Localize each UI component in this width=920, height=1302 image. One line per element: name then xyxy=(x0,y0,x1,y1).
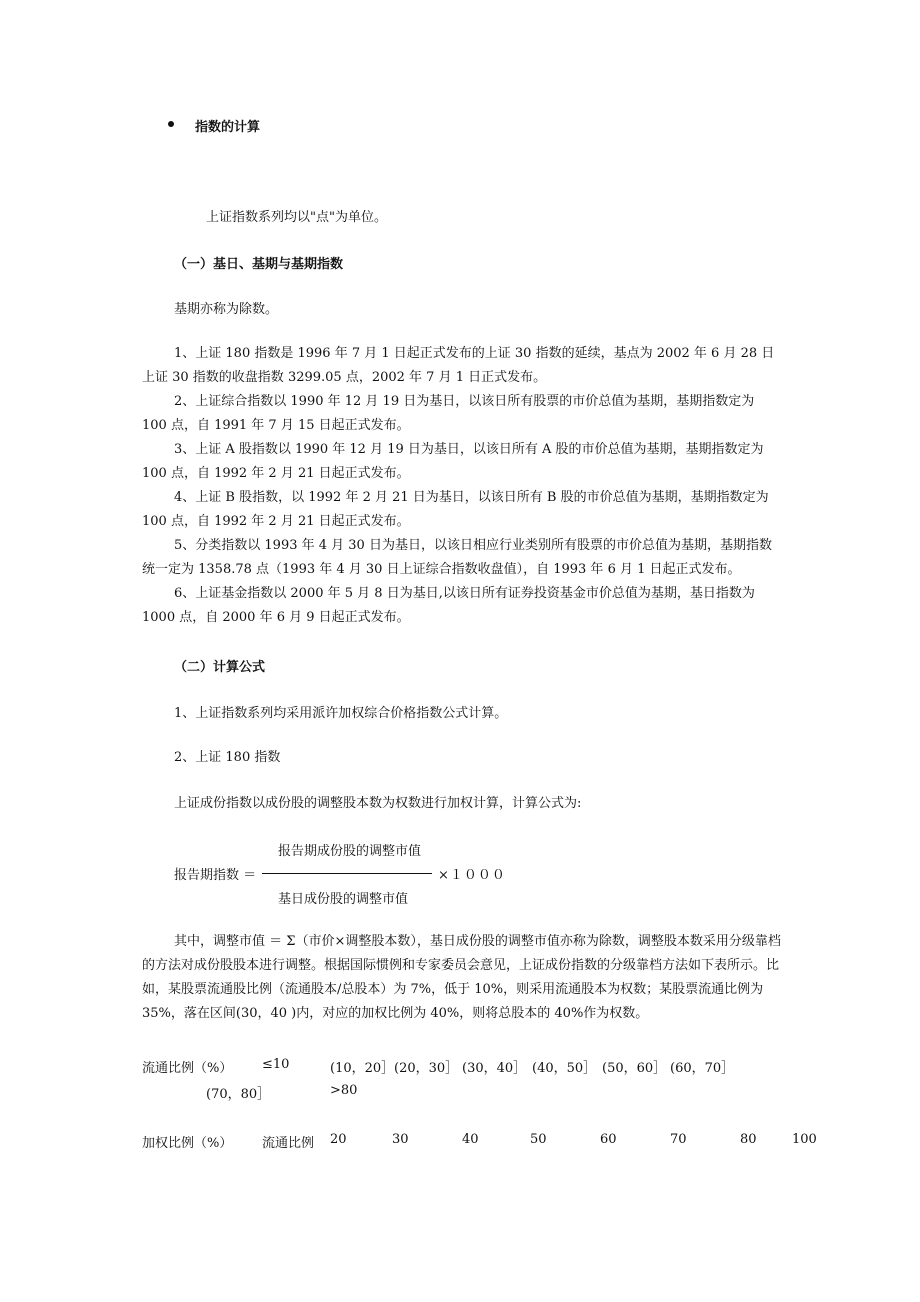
formula-multiplier: ×１０００ xyxy=(438,868,506,883)
table-cell: 30 xyxy=(392,1132,409,1147)
table-cell: 60 xyxy=(600,1132,617,1147)
table-cell: (70，80］ xyxy=(206,1087,271,1102)
table-cell: >80 xyxy=(330,1083,358,1098)
list-item: 5、分类指数以 1993 年 4 月 30 日为基日，以该日相应行业类别所有股票的市价总值为基期，基期指数统一定为 1358.78 点（1993 年 4 月 30 日上证综合指数收盘值），自 1993 年 6 月 1 日起正式发布。 xyxy=(142,538,772,577)
formula-description: 上证成份指数以成份股的调整股本数为权数进行加权计算，计算公式为: xyxy=(174,796,582,811)
list-item: 3、上证 A 股指数以 1990 年 12 月 19 日为基日，以该日所有 A 股的市价总值为基期，基期指数定为 100 点，自 1992 年 2 月 21 日起正式发布。 xyxy=(142,442,764,481)
section-heading: 指数的计算 xyxy=(195,120,261,135)
fraction-line xyxy=(262,873,432,874)
section2-item1: 1、上证指数系列均采用派许加权综合价格指数公式计算。 xyxy=(174,706,508,721)
table-cell: (40，50］ xyxy=(532,1061,597,1076)
table-cell: 80 xyxy=(740,1132,757,1147)
table-cell: (60，70］ xyxy=(670,1061,735,1076)
table-cell: 70 xyxy=(670,1132,687,1147)
formula-denominator: 基日成份股的调整市值 xyxy=(278,892,409,907)
section1-title: （一）基日、基期与基期指数 xyxy=(174,257,344,272)
table-cell: ≤10 xyxy=(262,1057,290,1072)
intro-text: 上证指数系列均以"点"为单位。 xyxy=(206,210,387,225)
table-cell: 40 xyxy=(462,1132,479,1147)
formula-explanation xyxy=(142,930,782,1026)
section2-title: （二）计算公式 xyxy=(174,660,266,675)
section2-item2: 2、上证 180 指数 xyxy=(174,750,281,765)
table-cell: (10，20］ xyxy=(330,1061,395,1076)
formula-lhs: 报告期指数 ＝ xyxy=(174,868,257,883)
table-cell: (30，40］ xyxy=(462,1061,527,1076)
list-item: 6、上证基金指数以 2000 年 5 月 8 日为基日,以该日所有证券投资基金市价总值为基期，基日指数为 1000 点，自 2000 年 6 月 9 日起正式发布。 xyxy=(142,586,755,625)
list-item: 4、上证 B 股指数，以 1992 年 2 月 21 日为基日，以该日所有 B 股的市价总值为基期，基期指数定为 100 点，自 1992 年 2 月 21 日起正式发布。 xyxy=(142,490,769,529)
list-item: 1、上证 180 指数是 1996 年 7 月 1 日起正式发布的上证 30 指数的延续，基点为 2002 年 6 月 28 日上证 30 指数的收盘指数 3299.05 点，2002 年 7 月 1 日正式发布。 xyxy=(142,346,775,385)
table-cell: (20，30］ xyxy=(394,1061,459,1076)
list-item: 2、上证综合指数以 1990 年 12 月 19 日为基日，以该日所有股票的市价总值为基期，基期指数定为 100 点，自 1991 年 7 月 15 日起正式发布。 xyxy=(142,394,755,433)
table-cell: 流通比例 xyxy=(262,1136,315,1151)
table-cell: (50，60］ xyxy=(602,1061,667,1076)
table-row2-label: 加权比例（%） xyxy=(142,1136,233,1151)
bullet-icon xyxy=(168,121,174,127)
section1-items xyxy=(142,342,782,630)
table-cell: 50 xyxy=(530,1132,547,1147)
formula-numerator: 报告期成份股的调整市值 xyxy=(278,844,422,859)
table-cell: 100 xyxy=(792,1132,817,1147)
section1-lead: 基期亦称为除数。 xyxy=(174,302,279,317)
table-row1-label: 流通比例（%） xyxy=(142,1061,233,1076)
table-cell: 20 xyxy=(330,1132,347,1147)
explanation-text: 其中，调整市值 ＝ Σ（市价×调整股本数），基日成份股的调整市值亦称为除数，调整股本数采用分级靠档的方法对成份股股本进行调整。根据国际惯例和专家委员会意见，上证成份指数的分级靠档方法如下表所示。比如，某股票流通股比例（流通股本/总股本）为 7%，低于 10%，则采用流通股本为权数；某股票流通比例为 35%，落在区间(30，40 )内，对应的加权比例为 40%，则将总股本的 40%作为权数。 xyxy=(142,934,781,1021)
